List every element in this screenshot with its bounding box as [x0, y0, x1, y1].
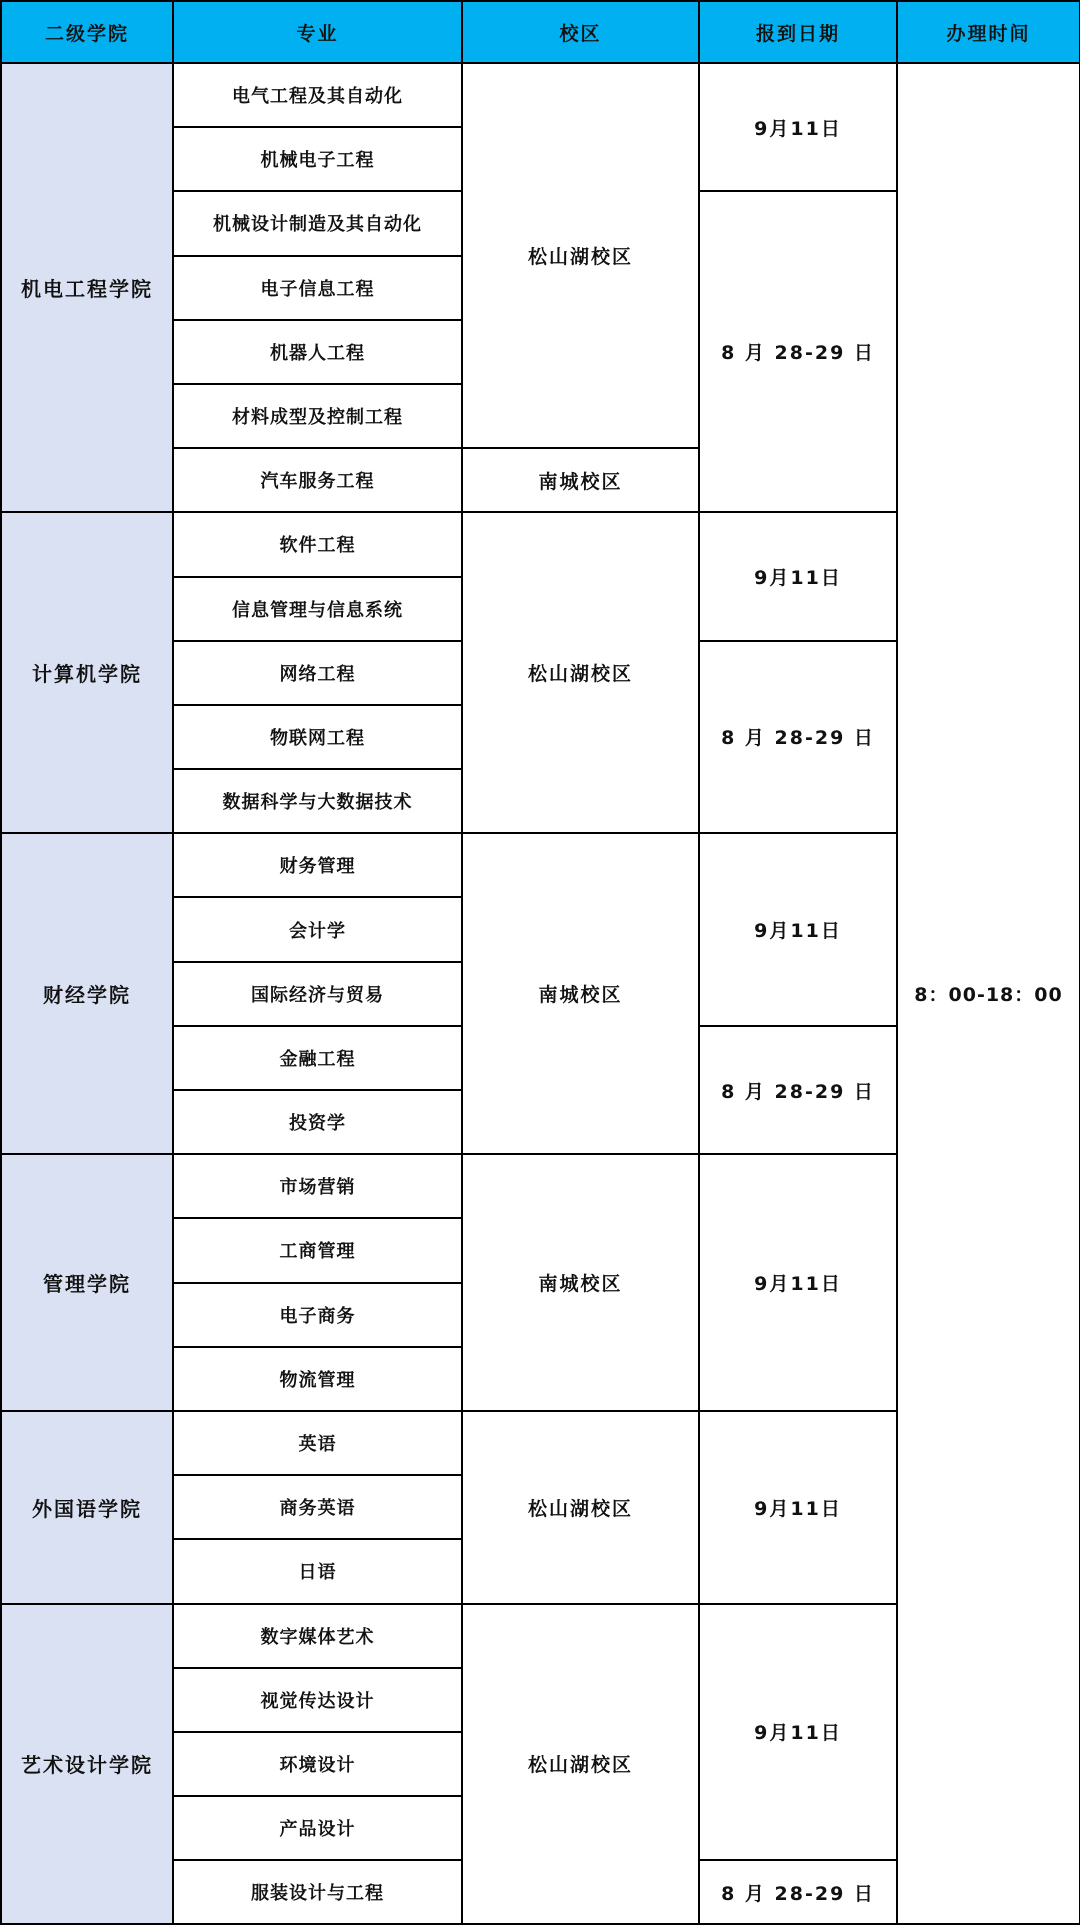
major-cell: 国际经济与贸易 — [173, 962, 462, 1026]
college-cell: 外国语学院 — [1, 1411, 173, 1604]
major-cell: 会计学 — [173, 897, 462, 961]
date-cell: 9月11日 — [699, 1604, 897, 1861]
date-cell: 9月11日 — [699, 1154, 897, 1411]
campus-cell: 南城校区 — [462, 448, 699, 512]
major-cell: 投资学 — [173, 1090, 462, 1154]
major-cell: 汽车服务工程 — [173, 448, 462, 512]
campus-cell: 松山湖校区 — [462, 1604, 699, 1925]
date-cell: 9月11日 — [699, 833, 897, 1026]
campus-cell: 松山湖校区 — [462, 512, 699, 833]
college-cell: 财经学院 — [1, 833, 173, 1154]
major-cell: 数据科学与大数据技术 — [173, 769, 462, 833]
date-cell: 8 月 28-29 日 — [699, 1026, 897, 1154]
college-cell: 机电工程学院 — [1, 63, 173, 512]
header-hours: 办理时间 — [897, 1, 1080, 63]
major-cell: 物联网工程 — [173, 705, 462, 769]
table-row — [1, 63, 1080, 127]
major-cell: 软件工程 — [173, 512, 462, 576]
major-cell: 英语 — [173, 1411, 462, 1475]
major-cell: 商务英语 — [173, 1475, 462, 1539]
major-cell: 物流管理 — [173, 1347, 462, 1411]
major-cell: 网络工程 — [173, 641, 462, 705]
major-cell: 信息管理与信息系统 — [173, 577, 462, 641]
major-cell: 机械设计制造及其自动化 — [173, 191, 462, 255]
campus-cell: 松山湖校区 — [462, 63, 699, 448]
campus-cell: 南城校区 — [462, 1154, 699, 1411]
major-cell: 电子信息工程 — [173, 256, 462, 320]
major-cell: 环境设计 — [173, 1732, 462, 1796]
major-cell: 产品设计 — [173, 1796, 462, 1860]
major-cell: 机械电子工程 — [173, 127, 462, 191]
major-cell: 服装设计与工程 — [173, 1860, 462, 1924]
college-cell: 计算机学院 — [1, 512, 173, 833]
header-major: 专业 — [173, 1, 462, 63]
major-cell: 数字媒体艺术 — [173, 1604, 462, 1668]
header-campus: 校区 — [462, 1, 699, 63]
campus-cell: 南城校区 — [462, 833, 699, 1154]
date-cell: 9月11日 — [699, 63, 897, 191]
college-cell: 艺术设计学院 — [1, 1604, 173, 1925]
campus-cell: 松山湖校区 — [462, 1411, 699, 1604]
major-cell: 财务管理 — [173, 833, 462, 897]
date-cell: 9月11日 — [699, 512, 897, 640]
header-row — [1, 1, 1080, 63]
header-date: 报到日期 — [699, 1, 897, 63]
major-cell: 金融工程 — [173, 1026, 462, 1090]
major-cell: 材料成型及控制工程 — [173, 384, 462, 448]
major-cell: 电气工程及其自动化 — [173, 63, 462, 127]
header-college: 二级学院 — [1, 1, 173, 63]
date-cell: 8 月 28-29 日 — [699, 641, 897, 834]
table-body — [1, 63, 1080, 1924]
major-cell: 市场营销 — [173, 1154, 462, 1218]
major-cell: 机器人工程 — [173, 320, 462, 384]
hours-cell: 8：00-18：00 — [897, 63, 1080, 1924]
major-cell: 视觉传达设计 — [173, 1668, 462, 1732]
major-cell: 电子商务 — [173, 1283, 462, 1347]
college-cell: 管理学院 — [1, 1154, 173, 1411]
date-cell: 8 月 28-29 日 — [699, 191, 897, 512]
date-cell: 8 月 28-29 日 — [699, 1860, 897, 1924]
major-cell: 工商管理 — [173, 1218, 462, 1282]
date-cell: 9月11日 — [699, 1411, 897, 1604]
major-cell: 日语 — [173, 1539, 462, 1603]
